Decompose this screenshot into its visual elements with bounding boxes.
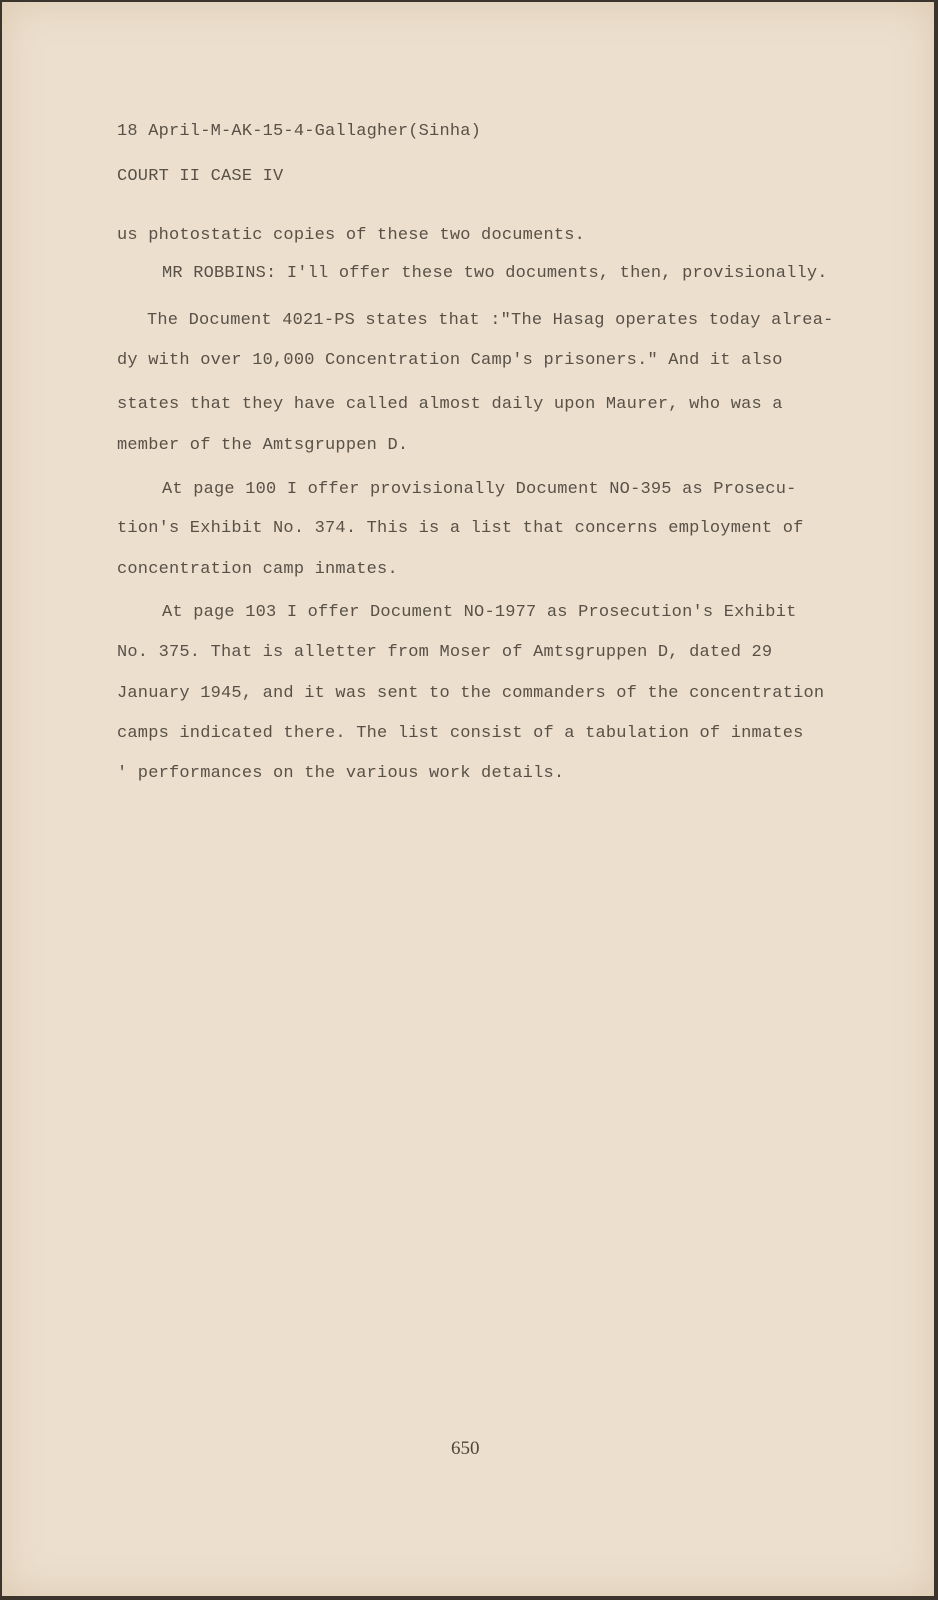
- body-line-5: states that they have called almost daily upon Maurer, who was a: [117, 395, 783, 414]
- body-line-14: ' performances on the various work details.: [117, 764, 565, 783]
- document-page: [2, 2, 934, 1596]
- body-line-7: At page 100 I offer provisionally Document NO-395 as Prosecu-: [162, 480, 797, 499]
- page-number: 650: [451, 1438, 480, 1459]
- header-line-2: COURT II CASE IV: [117, 167, 284, 186]
- body-line-11: No. 375. That is alletter from Moser of Amtsgruppen D, dated 29: [117, 643, 773, 662]
- body-line-4: dy with over 10,000 Concentration Camp's prisoners." And it also: [117, 351, 783, 370]
- body-line-10: At page 103 I offer Document NO-1977 as Prosecution's Exhibit: [162, 603, 797, 622]
- body-line-13: camps indicated there. The list consist of a tabulation of inmates: [117, 724, 804, 743]
- body-line-1: us photostatic copies of these two documents.: [117, 226, 586, 245]
- body-line-6: member of the Amtsgruppen D.: [117, 436, 409, 455]
- body-line-3: The Document 4021-PS states that :"The Hasag operates today alrea-: [147, 311, 834, 330]
- body-line-9: concentration camp inmates.: [117, 560, 398, 579]
- body-line-8: tion's Exhibit No. 374. This is a list that concerns employment of: [117, 519, 804, 538]
- header-line-1: 18 April-M-AK-15-4-Gallagher(Sinha): [117, 122, 482, 141]
- body-line-12: January 1945, and it was sent to the commanders of the concentration: [117, 684, 825, 703]
- body-line-2: MR ROBBINS: I'll offer these two documents, then, provisionally.: [162, 264, 828, 283]
